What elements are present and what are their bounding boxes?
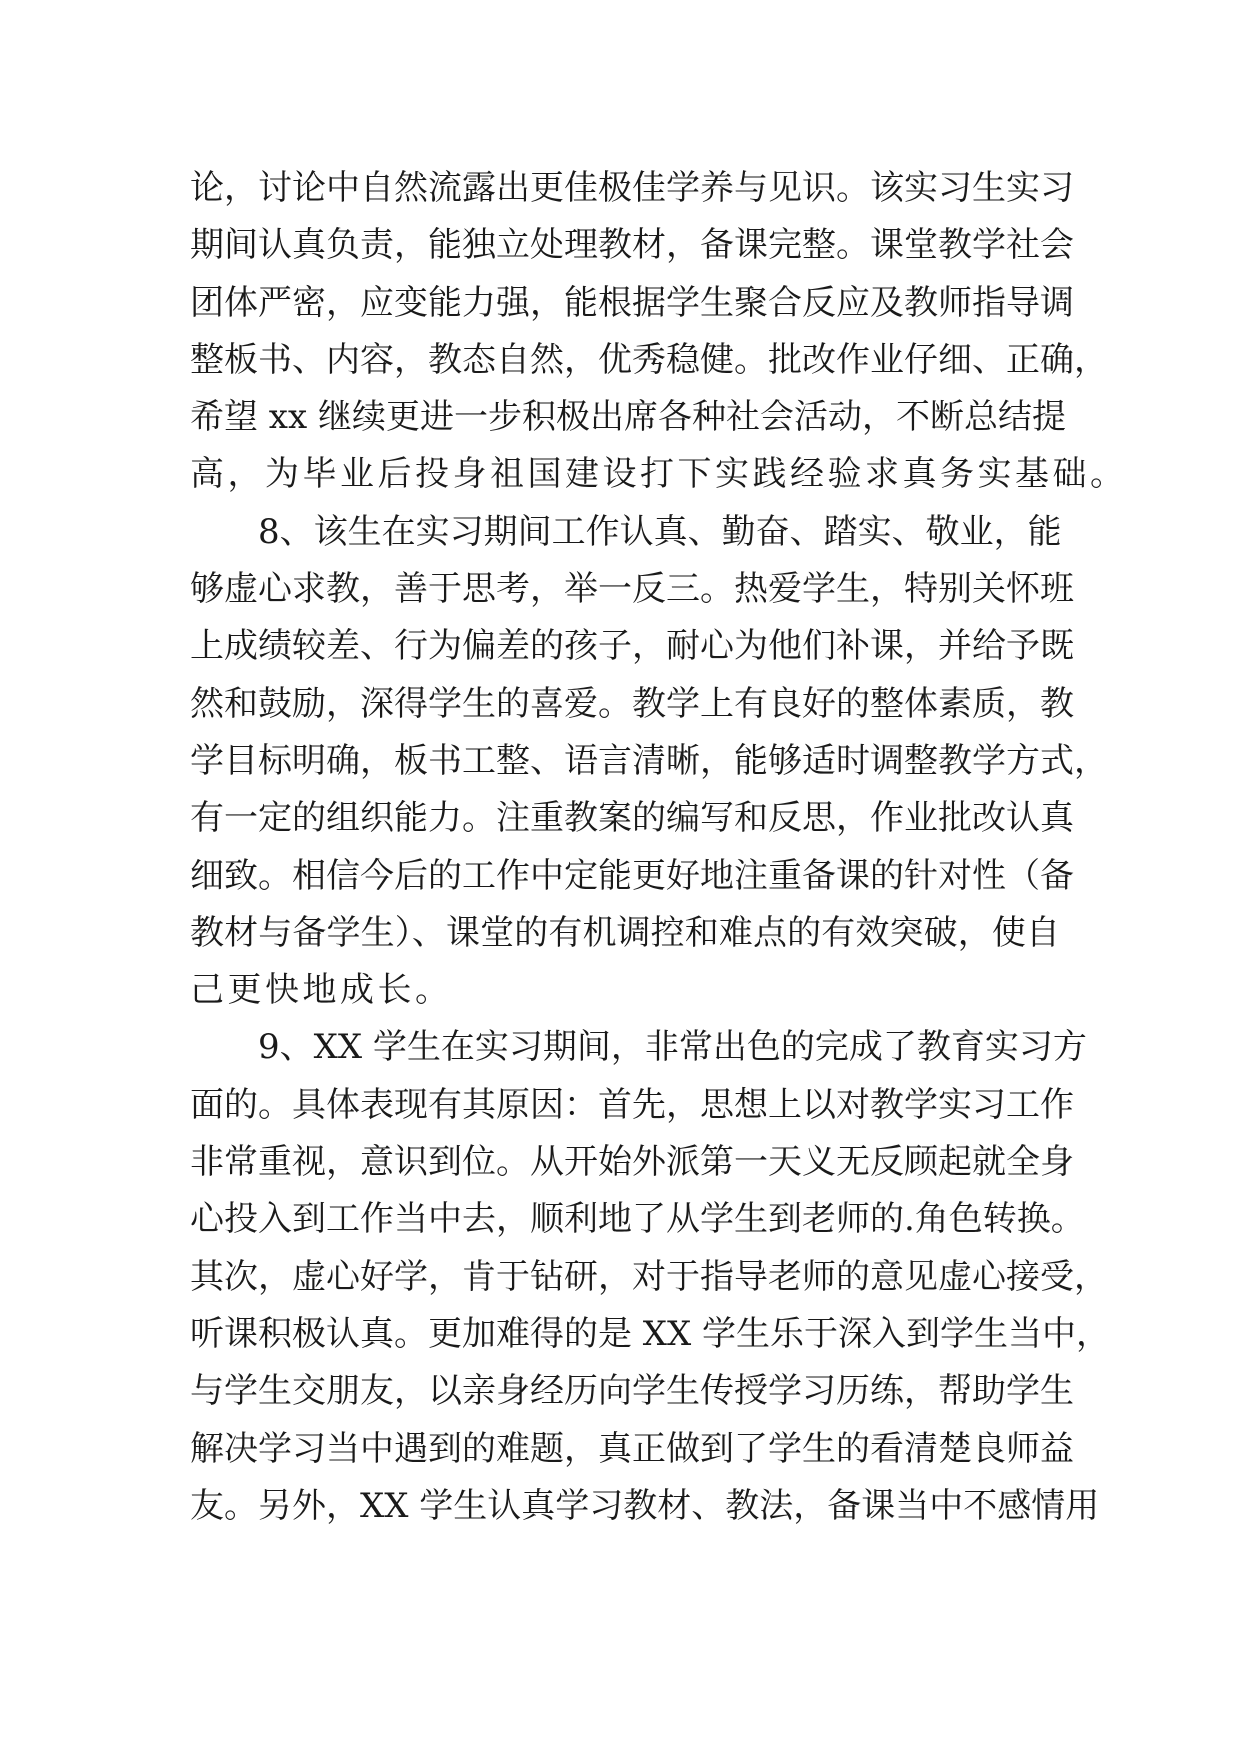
text-line: 然和鼓励，深得学生的喜爱。教学上有良好的整体素质，教 [190, 683, 1074, 724]
text-line: 心投入到工作当中去，顺利地了从学生到老师的.角色转换。 [190, 1199, 1085, 1240]
text-line: 细致。相信今后的工作中定能更好地注重备课的针对性（备 [190, 855, 1074, 896]
text-line: 面的。具体表现有其原因：首先，思想上以对教学实习工作 [190, 1084, 1074, 1125]
text-line: 听课积极认真。更加难得的是 XX 学生乐于深入到学生当中， [190, 1313, 1111, 1354]
text-line: 希望 xx 继续更进一步积极出席各种社会活动，不断总结提 [190, 397, 1066, 438]
text-line: 教材与备学生）、课堂的有机调控和难点的有效突破，使自 [190, 912, 1060, 953]
text-line: 9、XX 学生在实习期间，非常出色的完成了教育实习方 [190, 1027, 1087, 1068]
text-line: 其次，虚心好学，肯于钻研，对于指导老师的意见虚心接受， [190, 1256, 1108, 1297]
text-line: 己更快地成长。 [190, 970, 453, 1011]
text-line: 8、该生在实习期间工作认真、勤奋、踏实、敬业，能 [190, 511, 1062, 552]
text-line: 非常重视，意识到位。从开始外派第一天义无反顾起就全身 [190, 1142, 1074, 1183]
text-line: 上成绩较差、行为偏差的孩子，耐心为他们补课，并给予既 [190, 626, 1074, 667]
text-line: 与学生交朋友，以亲身经历向学生传授学习历练，帮助学生 [190, 1371, 1074, 1412]
body-text [190, 160, 1128, 1535]
text-line: 论，讨论中自然流露出更佳极佳学养与见识。该实习生实习 [190, 168, 1074, 208]
text-line: 友。另外，XX 学生认真学习教材、教法，备课当中不感情用 [190, 1485, 1100, 1526]
text-line: 解决学习当中遇到的难题，真正做到了学生的看清楚良师益 [190, 1428, 1074, 1469]
text-line: 期间认真负责，能独立处理教材，备课完整。课堂教学社会 [190, 225, 1074, 266]
text-line: 高，为毕业后投身祖国建设打下实践经验求真务实基础。 [190, 454, 1128, 495]
text-line: 团体严密，应变能力强，能根据学生聚合反应及教师指导调 [190, 282, 1074, 323]
text-line: 整板书、内容，教态自然，优秀稳健。批改作业仔细、正确， [190, 339, 1108, 380]
text-line: 有一定的组织能力。注重教案的编写和反思，作业批改认真 [190, 798, 1074, 839]
text-line: 学目标明确，板书工整、语言清晰，能够适时调整教学方式， [190, 740, 1108, 781]
text-line: 够虚心求教，善于思考，举一反三。热爱学生，特别关怀班 [190, 569, 1074, 610]
